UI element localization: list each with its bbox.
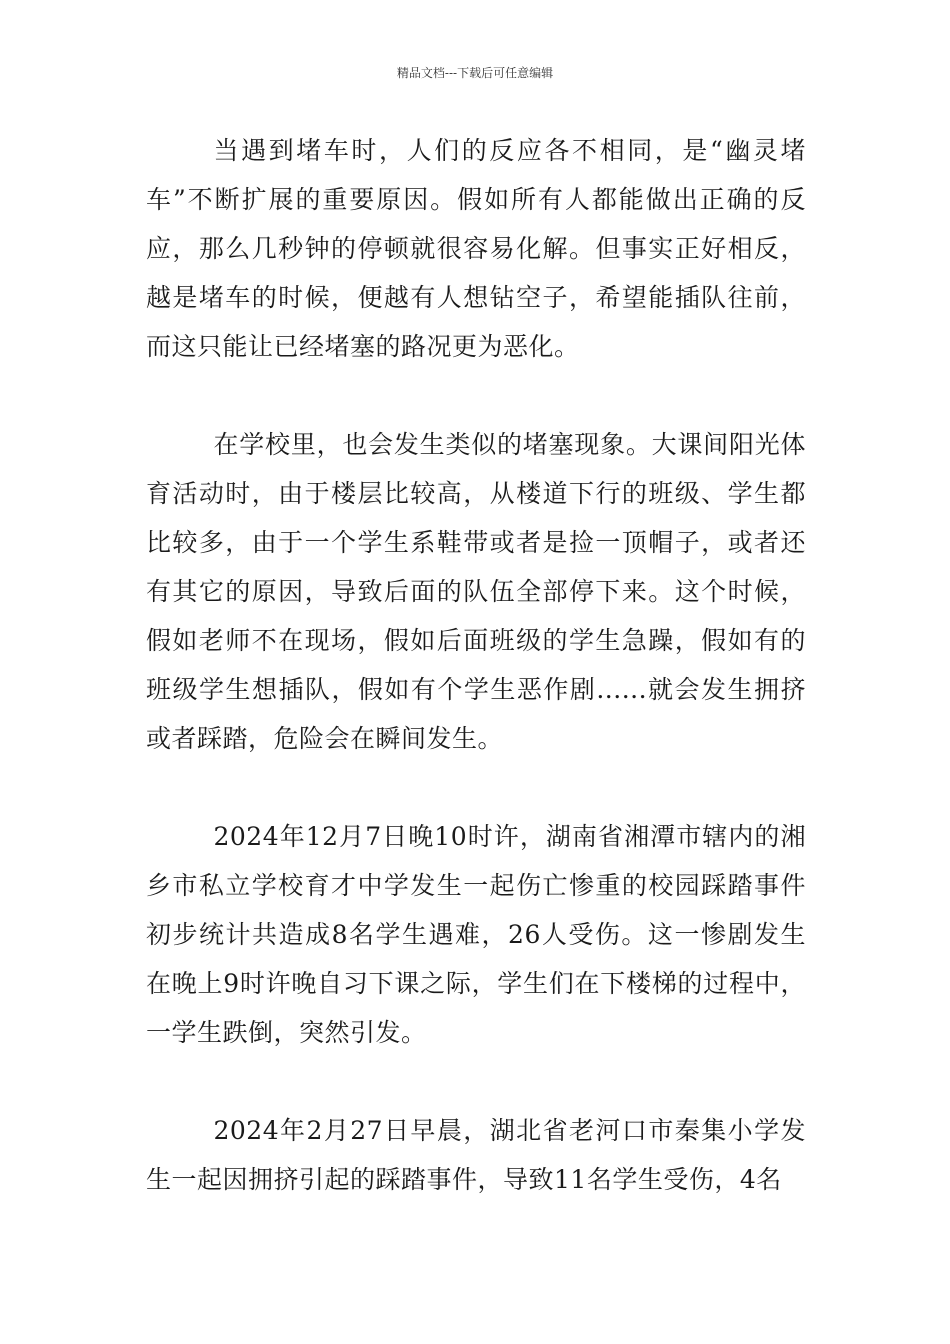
paragraph-hunan-incident: 2024年12月7日晚10时许，湖南省湘潭市辖内的湘乡市私立学校育才中学发生一起伤亡惨重的校园踩踏事件初步统计共造成8名学生遇难，26人受伤。这一惨剧发生在晚上9时许晚自习下课之际，学生们在下楼梯的过程中，一学生跌倒，突然引发。 (146, 822, 806, 1047)
paragraph-hubei-incident: 2024年2月27日早晨，湖北省老河口市秦集小学发生一起因拥挤引起的踩踏事件，导致11名学生受伤，4名 (146, 1116, 806, 1194)
page-header: 精品文档---下载后可任意编辑 (396, 66, 554, 80)
document-body (146, 126, 806, 1204)
paragraph-school-congestion: 在学校里，也会发生类似的堵塞现象。大课间阳光体育活动时，由于楼层比较高，从楼道下行的班级、学生都比较多，由于一个学生系鞋带或者是捡一顶帽子，或者还有其它的原因，导致后面的队伍全部停下来。这个时候，假如老师不在现场，假如后面班级的学生急躁，假如有的班级学生想插队，假如有个学生恶作剧......就会发生拥挤或者踩踏，危险会在瞬间发生。 (146, 430, 806, 753)
paragraph-traffic-jam: 当遇到堵车时，人们的反应各不相同，是“幽灵堵车”不断扩展的重要原因。假如所有人都能做出正确的反应，那么几秒钟的停顿就很容易化解。但事实正好相反，越是堵车的时候，便越有人想钻空子，希望能插队往前，而这只能让已经堵塞的路况更为恶化。 (146, 136, 806, 361)
